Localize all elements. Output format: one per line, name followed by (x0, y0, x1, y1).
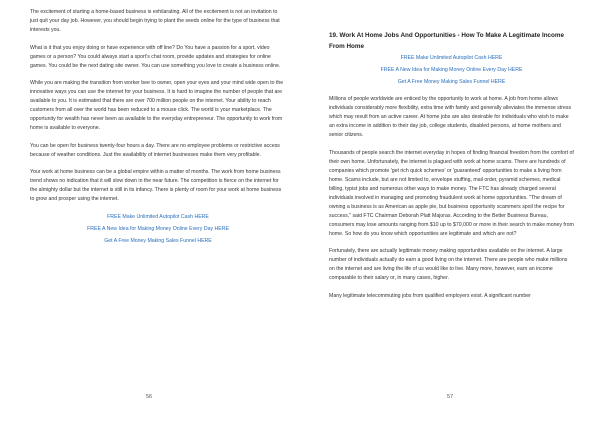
promo-links (30, 213, 286, 246)
page-number: 56 (146, 394, 153, 400)
sales-funnel-link[interactable]: Get A Free Money Making Sales Funnel HERE (397, 79, 506, 85)
sales-funnel-link[interactable]: Get A Free Money Making Sales Funnel HERE (104, 237, 212, 244)
paragraph: Millions of people worldwide are enticed by the opportunity to work at home. A job from home allows individuals considerably more flexibility, extra time with family and generally alleviates the immense stress which may result from an active career. At home jobs are also desirable for individuals who wish to make an extra income in addition to their day job, college students, disabled persons, at home mothers and senior citizens. (329, 96, 572, 138)
autopilot-cash-link[interactable]: FREE Make Unlimited Autopilot Cash HERE (107, 213, 209, 220)
paragraph: Fortunately, there are actually legitimate money making opportunities available on the internet. A large number of individuals actually do earn a good living on the internet. There are people who make millions on the internet and are living the life of us would like to live. Many more, however, earn an income comparable to their salary or, in many cases, higher. (329, 248, 568, 281)
autopilot-cash-link[interactable]: FREE Make Unlimited Autopilot Cash HERE (400, 55, 503, 61)
new-idea-link[interactable]: FREE A New Idea for Making Money Online Every Day HERE (380, 67, 523, 73)
paragraph: Many legitimate telecommuting jobs from qualified employers exist. A significant number (329, 292, 531, 299)
new-idea-link[interactable]: FREE A New Idea for Making Money Online Every Day HERE (87, 225, 229, 232)
promo-links (329, 54, 574, 87)
paragraph: Your work at home business can be a global empire within a matter of months. The work from home business trend shows no indication that it will slow down in the near future. The competition is fierce on the internet for the almighty dollar but the internet is still in its infancy. There is plenty of room for your work at home business to grow and prosper using the internet. (30, 169, 282, 202)
paragraph: You can be open for business twenty-four hours a day. There are no employee problems or restrictive access because of weather conditions. Just the availability of internet businesses make them very profitable. (30, 142, 280, 158)
paragraph: While you are making the transition from worker bee to owner, open your eyes and your mind wide open to the innovative ways you can use the internet for your business. It is hard to imagine the number of people that are available to you. It is estimated that there are over 700 million people on the internet. Your ability to reach customers from all over the world has been reduced to a mouse click. The world is your marketplace. The opportunity for wealth has never been as available to the everyday entrepreneur. The opportunity to work from home is available to everyone. (30, 80, 284, 131)
paragraph: What is it that you enjoy doing or have experience with off line? Do You have a passion for a sport, video games or a person? You could always start a sport's chat room, provide updates and strategies for online games. You could be the next dating site owner. You can use something you love to create a business online. (30, 44, 281, 69)
page-number: 57 (447, 394, 454, 400)
paragraph: Thousands of people search the internet everyday in hopes of finding financial freedom from the comfort of their own home. Unfortunately, the internet is plagued with work at home scams. There are hundreds of companies which promote 'get rich quick schemes' or 'guaranteed' opportunities to make a living from home. Scams include, but are not limited to, envelope stuffing, mail order, pyramid schemes, medical billing, typist jobs and numerous other ways to make money. The FTC has already charged several individuals involved in managing and promoting fraudulent work at home opportunities. "The dream of owning a business is as American as apple pie, but business opportunity scammers spoil the recipe for success," said FTC Chairman Deborah Platt Majoras. According to the Better Business Bureau, consumers may lose amounts ranging from $10 up to $70,000 or more in their search to make money from home. So how do you know which opportunities are legitimate and which are not? (329, 149, 574, 237)
paragraph: The excitement of starting a home-based business is exhilarating. All of the excitement is not an invitation to just quit your day job. However, you should begin trying to plant the seeds online for the type of business that interests you. (30, 9, 280, 33)
chapter-heading: 19. Work At Home Jobs And Opportunities - How To Make A Legitimate Income From Home (329, 32, 564, 50)
right-page (300, 0, 600, 424)
